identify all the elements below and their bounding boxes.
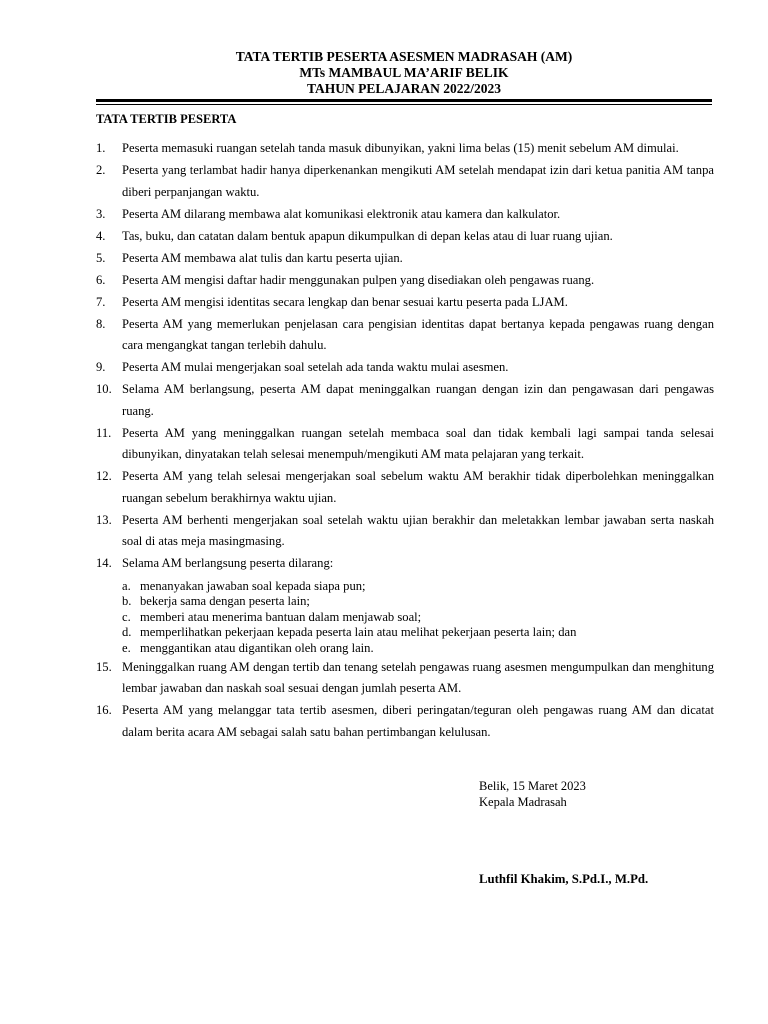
rule-item <box>96 204 714 226</box>
rule-text: Peserta yang terlambat hadir hanya diperkenankan mengikuti AM setelah mendapat izin dari ketua panitia AM tanpa diberi perpanjangan waktu. <box>122 163 714 199</box>
rule-item <box>96 357 714 379</box>
header-year: TAHUN PELAJARAN 2022/2023 <box>306 81 501 96</box>
rule-number: 7. <box>96 294 106 309</box>
prohibition-letter: a. <box>122 578 131 593</box>
header-school: MTs MAMBAUL MA’ARIF BELIK <box>299 65 509 80</box>
rule-item <box>96 700 714 743</box>
rule-item <box>96 657 714 700</box>
rule-item <box>96 270 714 292</box>
prohibition-item <box>122 641 714 657</box>
prohibition-item <box>122 625 714 641</box>
rule-item <box>96 510 714 553</box>
prohibition-item <box>122 610 714 626</box>
rule-text: Peserta AM membawa alat tulis dan kartu peserta ujian. <box>122 250 403 265</box>
rule-item <box>96 553 714 656</box>
rule-item <box>96 292 714 314</box>
prohibition-text: menggantikan atau digantikan oleh orang lain. <box>140 640 374 655</box>
rule-text: Peserta AM berhenti mengerjakan soal setelah waktu ujian berakhir dan meletakkan lembar jawaban serta naskah soal di atas meja masingmasing. <box>122 512 714 548</box>
section-title: TATA TERTIB PESERTA <box>96 112 237 126</box>
rule-number: 13. <box>96 512 112 527</box>
rule-text: Peserta AM mengisi daftar hadir menggunakan pulpen yang disediakan oleh pengawas ruang. <box>122 272 595 287</box>
rule-item <box>96 160 714 203</box>
rule-item <box>96 466 714 509</box>
prohibition-letter: e. <box>122 640 131 655</box>
prohibition-text: bekerja sama dengan peserta lain; <box>140 594 310 608</box>
signer-role: Kepala Madrasah <box>479 795 567 809</box>
rule-item <box>96 226 714 248</box>
rule-text: Meninggalkan ruang AM dengan tertib dan tenang setelah pengawas ruang asesmen mengumpulkan dan menghitung lembar jawaban dan naskah soal sesuai dengan jumlah peserta AM. <box>122 659 714 695</box>
rule-text: Peserta AM yang melanggar tata tertib asesmen, diberi peringatan/teguran oleh pengawas ruang AM dan dicatat dalam berita acara AM sebagai salah satu bahan pertimbangan kelulusan. <box>122 703 714 739</box>
rule-item <box>96 248 714 270</box>
rule-number: 3. <box>96 206 106 221</box>
rule-item <box>96 314 714 357</box>
rule-number: 11. <box>96 425 112 440</box>
rule-number: 8. <box>96 316 106 331</box>
rule-text: Tas, buku, dan catatan dalam bentuk apapun dikumpulkan di depan kelas atau di luar ruang ujian. <box>122 228 613 243</box>
rule-text: Peserta AM yang telah selesai mengerjakan soal sebelum waktu AM berakhir tidak diperbolehkan meninggalkan ruangan sebelum berakhirnya waktu ujian. <box>122 469 714 505</box>
header-title: TATA TERTIB PESERTA ASESMEN MADRASAH (AM) <box>235 49 573 64</box>
rule-text: Peserta memasuki ruangan setelah tanda masuk dibunyikan, yakni lima belas (15) menit sebelum AM dimulai. <box>122 141 679 155</box>
prohibition-text: menanyakan jawaban soal kepada siapa pun; <box>140 578 366 593</box>
rule-text: Peserta AM mengisi identitas secara lengkap dan benar sesuai kartu peserta pada LJAM. <box>122 294 568 309</box>
rule-number: 5. <box>96 250 106 265</box>
rule-item <box>96 379 714 422</box>
rule-text: Peserta AM mulai mengerjakan soal setelah ada tanda waktu mulai asesmen. <box>122 360 509 374</box>
prohibition-list <box>122 579 714 657</box>
rule-number: 16. <box>96 703 112 717</box>
rule-item <box>96 138 714 160</box>
rule-item <box>96 423 714 466</box>
rule-text: Selama AM berlangsung peserta dilarang: <box>122 556 334 570</box>
document-header <box>96 49 712 97</box>
header-divider-thick <box>96 99 712 102</box>
place-date: Belik, 15 Maret 2023 <box>479 779 586 793</box>
rule-number: 6. <box>96 272 106 287</box>
rule-text: Peserta AM yang meninggalkan ruangan setelah membaca soal dan tidak kembali lagi sampai tanda selesai dibunyikan, dinyatakan telah selesai menempuh/mengikuti AM mata pelajaran yang terkait. <box>122 425 714 461</box>
rule-number: 2. <box>96 163 106 177</box>
prohibition-text: memperlihatkan pekerjaan kepada peserta lain atau melihat pekerjaan peserta lain; dan <box>140 625 577 639</box>
prohibition-item <box>122 594 714 610</box>
rule-text: Selama AM berlangsung, peserta AM dapat meninggalkan ruangan dengan izin dan pengawasan dari pengawas ruang. <box>122 382 714 418</box>
prohibition-letter: c. <box>122 609 131 624</box>
rule-number: 10. <box>96 382 112 396</box>
rule-number: 4. <box>96 228 106 243</box>
rule-number: 1. <box>96 141 106 155</box>
prohibition-text: memberi atau menerima bantuan dalam menjawab soal; <box>140 609 422 624</box>
signature-block <box>479 778 586 810</box>
rule-text: Peserta AM dilarang membawa alat komunikasi elektronik atau kamera dan kalkulator. <box>122 206 561 221</box>
header-divider-thin <box>96 104 712 105</box>
rule-number: 14. <box>96 556 112 570</box>
rule-number: 12. <box>96 469 112 483</box>
prohibition-letter: b. <box>122 594 132 608</box>
prohibition-letter: d. <box>122 625 132 639</box>
signer-name: Luthfil Khakim, S.Pd.I., M.Pd. <box>479 872 649 886</box>
rules-list <box>96 138 714 744</box>
rule-number: 9. <box>96 360 106 374</box>
rule-text: Peserta AM yang memerlukan penjelasan cara pengisian identitas dapat bertanya kepada pengawas ruang dengan cara mengangkat tangan terlebih dahulu. <box>122 316 714 352</box>
prohibition-item <box>122 579 714 595</box>
rule-number: 15. <box>96 659 112 674</box>
